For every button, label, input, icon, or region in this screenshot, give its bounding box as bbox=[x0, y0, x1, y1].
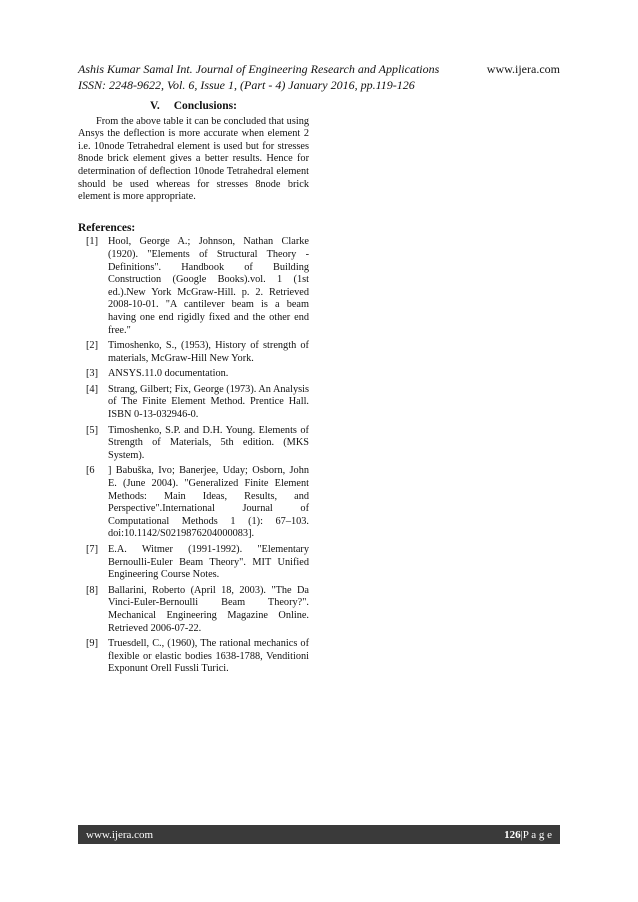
reference-item bbox=[78, 236, 309, 337]
reference-number: [9] bbox=[86, 638, 99, 650]
journal-title: Ashis Kumar Samal Int. Journal of Engineering Research and Applications bbox=[78, 62, 440, 76]
page-number-label bbox=[504, 829, 552, 841]
reference-number: [5] bbox=[86, 424, 99, 436]
reference-text: Hool, George A.; Johnson, Nathan Clarke (1920). "Elements of Structural Theory - Definitions". Handbook of Building Construction (Google Books).vol. 1 (1st ed.).New York McGraw-Hill. p. 2. Retrieved 2008-10-01. "A cantilever beam is a beam having one end rigidly fixed and the other end free." bbox=[108, 236, 309, 336]
issn-line: ISSN: 2248-9622, Vol. 6, Issue 1, (Part - 4) January 2016, pp.119-126 bbox=[78, 78, 415, 92]
footer-site-link[interactable]: www.ijera.com bbox=[86, 828, 154, 841]
conclusions-heading bbox=[78, 100, 309, 113]
reference-text: ] Babuška, Ivo; Banerjee, Uday; Osborn, John E. (June 2004). "Generalized Finite Element Methods: Main Ideas, Results, and Perspective".International Journal of Computational Methods 1 (1): 67–103. doi:10.1142/S0219876204000083]. bbox=[108, 465, 309, 540]
page-header bbox=[78, 61, 560, 93]
reference-item bbox=[78, 465, 309, 541]
reference-item bbox=[78, 425, 309, 463]
reference-number: [8] bbox=[86, 584, 99, 596]
reference-item bbox=[78, 585, 309, 635]
section-title: Conclusions: bbox=[173, 100, 237, 112]
header-line bbox=[78, 61, 560, 77]
conclusions-paragraph: From the above table it can be concluded that using Ansys the deflection is more accurate when element 2 i.e. 10node Tetrahedral element is used but for stresses 8node brick element gives a better results. Hence for determination of deflection 10node Tetrahedral element should be used whereas for stresses 8node brick element is more appropriate. bbox=[78, 115, 309, 203]
references-heading: References: bbox=[78, 221, 136, 234]
reference-item bbox=[78, 340, 309, 365]
reference-number: [7] bbox=[86, 544, 99, 555]
reference-number: [3] bbox=[86, 368, 99, 380]
reference-number: [2] bbox=[86, 340, 99, 352]
reference-list bbox=[78, 236, 309, 676]
reference-text: Truesdell, C., (1960), The rational mechanics of flexible or elastic bodies 1638-1788, Venditioni Exponunt Orell Fussli Turici. bbox=[108, 638, 309, 675]
left-column bbox=[78, 100, 309, 679]
reference-item bbox=[78, 638, 309, 676]
page-footer bbox=[78, 825, 560, 844]
reference-number: [4] bbox=[86, 383, 99, 395]
section-number: V. bbox=[150, 100, 160, 112]
reference-item bbox=[78, 544, 309, 582]
reference-text: ANSYS.11.0 documentation. bbox=[108, 368, 229, 380]
reference-text: Strang, Gilbert; Fix, George (1973). An Analysis of The Finite Element Method. Prentice Hall. ISBN 0-13-032946-0. bbox=[108, 383, 309, 421]
reference-number: [6 bbox=[86, 465, 95, 477]
header-site-link[interactable]: www.ijera.com bbox=[486, 62, 560, 76]
reference-item bbox=[78, 384, 309, 422]
reference-item bbox=[78, 368, 309, 381]
reference-text: Ballarini, Roberto (April 18, 2003). "The Da Vinci-Euler-Bernoulli Beam Theory?". Mechanical Engineering Magazine Online. Retrieved 2006-07-22. bbox=[108, 584, 309, 634]
reference-number: [1] bbox=[86, 236, 99, 248]
page-suffix: |P a g e bbox=[520, 828, 552, 841]
reference-text: E.A. Witmer (1991-1992). "Elementary Bernoulli-Euler Beam Theory". MIT Unified Engineering Course Notes. bbox=[108, 544, 309, 581]
reference-text: Timoshenko, S.P. and D.H. Young. Elements of Strength of Materials, 5th edition. (MKS System). bbox=[108, 424, 309, 461]
page-number: 126 bbox=[504, 828, 521, 841]
reference-text: Timoshenko, S., (1953), History of strength of materials, McGraw-Hill New York. bbox=[108, 340, 309, 364]
